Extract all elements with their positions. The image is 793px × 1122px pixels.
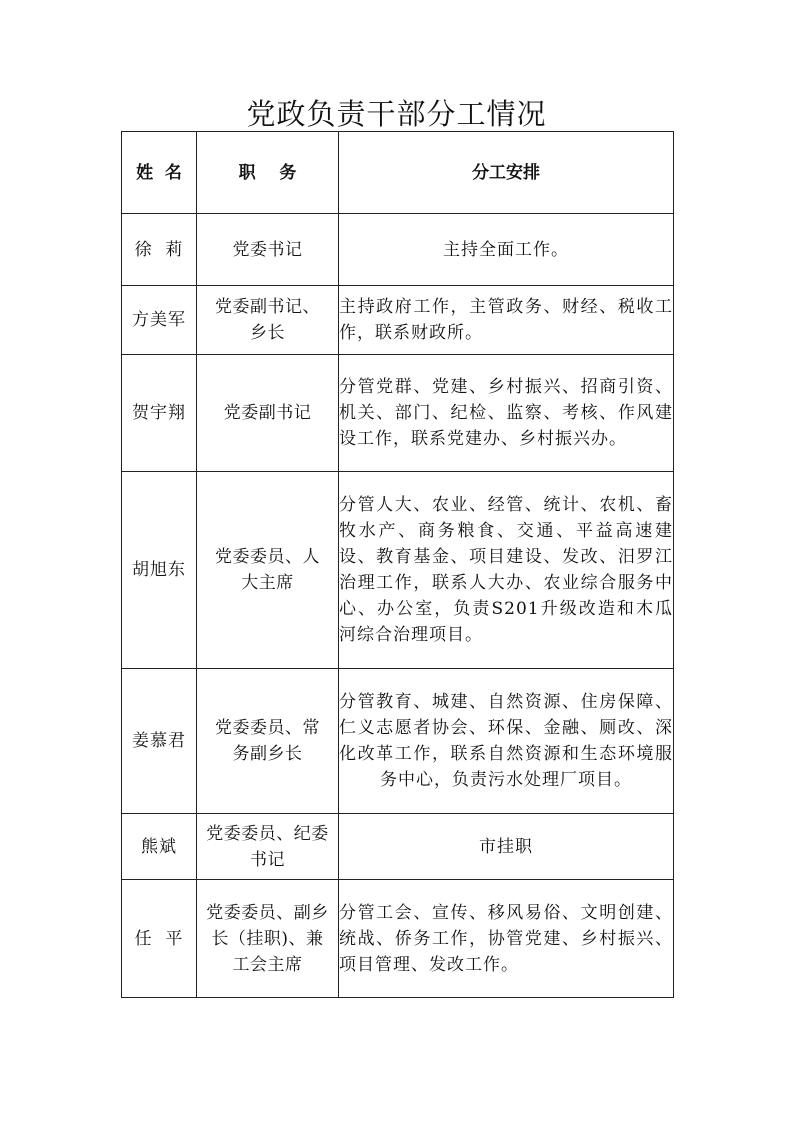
table-row [122,286,674,355]
table-row [122,355,674,472]
table-row [122,880,674,998]
table-row [122,214,674,286]
cell-duty: 分管党群、党建、乡村振兴、招商引资、机关、部门、纪检、监察、考核、作风建设工作，联系党建办、乡村振兴办。 [339,355,674,472]
table-row [122,472,674,669]
cell-position: 党委副书记 [197,355,339,472]
document-title: 党政负责干部分工情况 [246,97,547,131]
cell-name: 姜慕君 [122,669,197,814]
cell-duty: 分管工会、宣传、移风易俗、文明创建、统战、侨务工作，协管党建、乡村振兴、项目管理、发改工作。 [339,880,674,998]
cell-position: 党委副书记、乡长 [197,286,339,355]
cell-position: 党委书记 [197,214,339,286]
cell-duty: 市挂职 [339,814,674,880]
cell-name: 方美军 [122,286,197,355]
header-position: 职 务 [197,132,339,214]
cell-position: 党委委员、人大主席 [197,472,339,669]
cell-name: 任 平 [122,880,197,998]
header-name: 姓 名 [122,132,197,214]
header-duty: 分工安排 [339,132,674,214]
cell-duty: 主持全面工作。 [339,214,674,286]
cell-duty: 分管教育、城建、自然资源、住房保障、仁义志愿者协会、环保、金融、厕改、深化改革工作，联系自然资源和生态环境服务中心，负责污水处理厂项目。 [339,669,674,814]
cell-position: 党委委员、常务副乡长 [197,669,339,814]
cell-duty: 分管人大、农业、经管、统计、农机、畜牧水产、商务粮食、交通、平益高速建设、教育基金、项目建设、发改、汨罗江治理工作，联系人大办、农业综合服务中心、办公室，负责S201升级改造和木瓜河综合治理项目。 [339,472,674,669]
cell-position: 党委委员、纪委书记 [197,814,339,880]
table-row [122,814,674,880]
duty-assignment-table [121,131,674,998]
cell-name: 熊斌 [122,814,197,880]
cell-name: 胡旭东 [122,472,197,669]
cell-name: 贺宇翔 [122,355,197,472]
table-header-row [122,132,674,214]
cell-position: 党委委员、副乡长（挂职)、兼工会主席 [197,880,339,998]
cell-name: 徐 莉 [122,214,197,286]
table-row [122,669,674,814]
cell-duty: 主持政府工作，主管政务、财经、税收工作，联系财政所。 [339,286,674,355]
